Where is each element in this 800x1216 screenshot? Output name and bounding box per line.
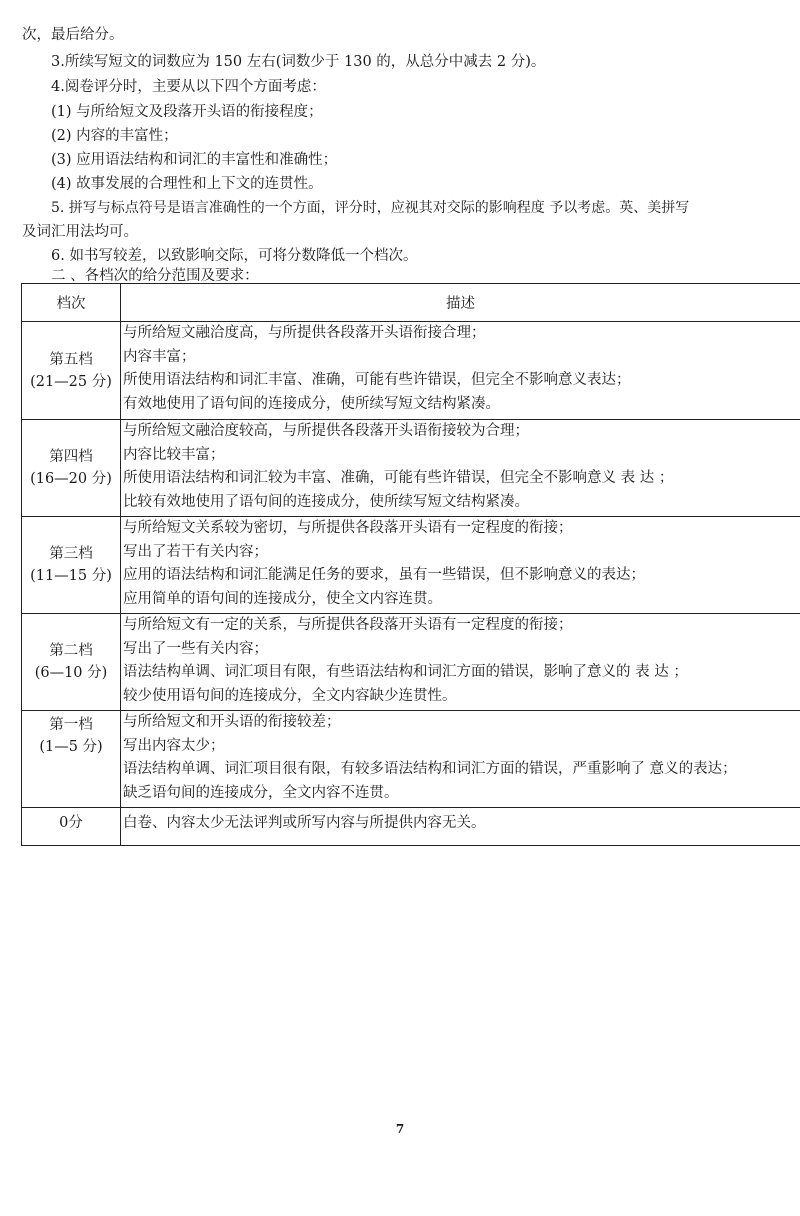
band-name: 第一档 [49, 717, 93, 733]
description-cell [121, 517, 800, 614]
intro-line: 次，最后给分。 [22, 27, 124, 43]
table-row [22, 322, 800, 420]
band-range: (11—15 分) [30, 568, 112, 584]
header-description: 描述 [121, 284, 800, 322]
description-cell [121, 322, 800, 420]
description-cell [121, 420, 800, 517]
description-line: 语法结构单调、词汇项目很有限，有较多语法结构和词汇方面的错误，严重影响了 意义的表达； [123, 761, 737, 777]
band-range: (21—25 分) [30, 373, 112, 390]
description-line: 应用的语法结构和词汇能满足任务的要求，虽有一些错误，但不影响意义的表达； [123, 567, 645, 583]
description-line: 与所给短文有一定的关系，与所提供各段落开头语有一定程度的衔接； [123, 617, 573, 633]
table-row [22, 517, 800, 614]
description-line: 较少使用语句间的连接成分，全文内容缺少连贯性。 [123, 687, 457, 704]
description-line: 所使用语法结构和词汇丰富、准确，可能有些许错误，但完全不影响意义表达； [123, 372, 631, 388]
description-cell [121, 808, 800, 846]
page-number: 7 [395, 1122, 405, 1136]
description-line: 与所给短文融洽度较高，与所提供各段落开头语衔接较为合理； [123, 423, 529, 439]
description-line: 白卷、内容太少无法评判或所写内容与所提供内容无关。 [123, 815, 486, 831]
description-line: 写出了一些有关内容； [123, 640, 268, 657]
band-cell [22, 517, 121, 614]
description-line: 写出了若干有关内容； [123, 543, 268, 560]
description-line: 写出内容太少； [123, 737, 225, 754]
description-line: 与所给短文关系较为密切，与所提供各段落开头语有一定程度的衔接； [123, 520, 573, 536]
band-range: (6—10 分) [34, 665, 108, 681]
description-line: 所使用语法结构和词汇较为丰富、准确，可能有些许错误，但完全不影响意义 表 达 ； [123, 470, 674, 486]
intro-line: (1) 与所给短文及段落开头语的衔接程度； [51, 104, 323, 120]
table-header-row [22, 284, 800, 322]
band-name: 第三档 [49, 546, 93, 562]
band-cell [22, 808, 121, 846]
description-cell [121, 711, 800, 808]
intro-line: (3) 应用语法结构和词汇的丰富性和准确性； [51, 152, 338, 168]
description-line: 内容丰富； [123, 348, 196, 365]
band-name: 0分 [59, 815, 83, 831]
intro-line: 3.所续写短文的词数应为 150 左右(词数少于 130 的，从总分中减去 2 分)。 [51, 54, 546, 70]
intro-line: (2) 内容的丰富性； [51, 128, 178, 144]
description-line: 有效地使用了语句间的连接成分，使所续写短文结构紧凑。 [123, 395, 500, 412]
table-row [22, 808, 800, 846]
band-range: (1—5 分) [39, 739, 103, 755]
intro-line: 及词汇用法均可。 [22, 224, 138, 240]
band-cell [22, 420, 121, 517]
grading-table [21, 283, 800, 846]
band-cell [22, 322, 121, 420]
band-cell [22, 711, 121, 808]
intro-line: 二 、各档次的给分范围及要求： [51, 268, 259, 284]
description-line: 与所给短文融洽度高，与所提供各段落开头语衔接合理； [123, 325, 486, 341]
band-range: (16—20 分) [30, 471, 112, 487]
description-line: 与所给短文和开头语的衔接较差； [123, 714, 341, 730]
table-row [22, 614, 800, 711]
header-band: 档次 [22, 284, 121, 322]
description-line: 内容比较丰富； [123, 446, 225, 463]
description-line: 比较有效地使用了语句间的连接成分，使所续写短文结构紧凑。 [123, 493, 529, 510]
intro-line: 6. 如书写较差，以致影响交际，可将分数降低一个档次。 [51, 248, 418, 264]
band-cell [22, 614, 121, 711]
table-row [22, 711, 800, 808]
intro-line: (4) 故事发展的合理性和上下文的连贯性。 [51, 176, 323, 192]
description-line: 缺乏语句间的连接成分，全文内容不连贯。 [123, 784, 399, 801]
band-name: 第四档 [49, 449, 93, 465]
description-line: 应用简单的语句间的连接成分，使全文内容连贯。 [123, 590, 442, 607]
intro-line: 4.阅卷评分时，主要从以下四个方面考虑： [51, 79, 326, 95]
description-line: 语法结构单调、词汇项目有限，有些语法结构和词汇方面的错误，影响了意义的 表 达 ； [123, 664, 688, 680]
table-row [22, 420, 800, 517]
band-name: 第五档 [49, 351, 93, 368]
intro-line: 5. 拼写与标点符号是语言准确性的一个方面，评分时，应视其对交际的影响程度 予以考虑。英、美拼写 [51, 200, 690, 216]
band-name: 第二档 [49, 643, 93, 659]
description-cell [121, 614, 800, 711]
